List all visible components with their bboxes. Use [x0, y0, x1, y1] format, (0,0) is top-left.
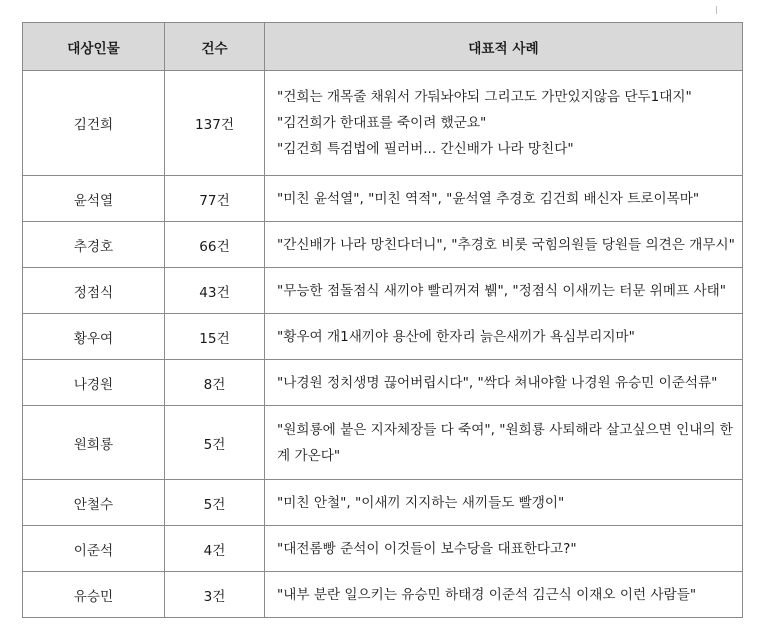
person-name: 추경호 [23, 222, 165, 268]
table-row [23, 176, 743, 222]
example-text: "미친 윤석열", "미친 역적", "윤석열 추경호 김건희 배신자 트로이목마" [277, 190, 700, 207]
table-row [23, 71, 743, 176]
case-count: 4건 [165, 526, 265, 572]
case-count: 3건 [165, 572, 265, 618]
example-cell [265, 360, 743, 406]
example-cell [265, 526, 743, 572]
person-name: 윤석열 [23, 176, 165, 222]
table-row [23, 526, 743, 572]
case-count: 15건 [165, 314, 265, 360]
person-name: 안철수 [23, 480, 165, 526]
case-count: 43건 [165, 268, 265, 314]
case-count: 5건 [165, 480, 265, 526]
case-count: 5건 [165, 406, 265, 480]
corner-mark [716, 6, 717, 14]
example-cell [265, 314, 743, 360]
table-row [23, 314, 743, 360]
case-count: 77건 [165, 176, 265, 222]
example-text: "내부 분란 일으키는 유승민 하태경 이준석 김근식 이재오 이런 사람들" [277, 586, 697, 603]
person-name: 원희룡 [23, 406, 165, 480]
example-text: "미친 안철", "이새끼 지지하는 새끼들도 빨갱이" [277, 494, 565, 511]
example-cell [265, 406, 743, 480]
case-count: 66건 [165, 222, 265, 268]
table-row [23, 268, 743, 314]
example-cell [265, 480, 743, 526]
example-cell [265, 222, 743, 268]
example-text: "나경원 정치생명 끊어버립시다", "싹다 쳐내야할 나경원 유승민 이준석류" [277, 374, 718, 391]
person-name: 이준석 [23, 526, 165, 572]
example-text: "건희는 개목줄 채워서 가둬놔야되 그리고도 가만있지않음 단두1대지" [277, 89, 692, 105]
example-text: "김건희가 한대표를 죽이려 했군요" [277, 115, 487, 131]
person-name: 김건희 [23, 71, 165, 176]
table-row [23, 406, 743, 480]
case-count: 137건 [165, 71, 265, 176]
table-header-row [23, 23, 743, 71]
example-cell [265, 71, 743, 176]
example-text: "간신배가 나라 망친다더니", "추경호 비롯 국힘의원들 당원들 의견은 개무시" [277, 236, 735, 253]
example-text: "김건희 특검법에 필러버... 간신배가 나라 망친다" [277, 141, 574, 157]
case-count: 8건 [165, 360, 265, 406]
table-row [23, 222, 743, 268]
person-name: 유승민 [23, 572, 165, 618]
example-text: "원희룡에 붙은 지자체장들 다 죽여", "원희룡 사퇴해라 살고싶으면 인내의 한계 가온다" [277, 421, 733, 464]
person-name: 황우여 [23, 314, 165, 360]
example-text: "황우여 개1새끼야 용산에 한자리 늙은새끼가 욕심부리지마" [277, 328, 635, 345]
header-representative-examples: 대표적 사례 [265, 23, 743, 71]
example-cell [265, 176, 743, 222]
example-text: "무능한 점돌점식 새끼야 빨리꺼져 뷁", "정점식 이새끼는 터문 위메프 사태" [277, 282, 727, 299]
table-row [23, 360, 743, 406]
header-count: 건수 [165, 23, 265, 71]
table-row [23, 572, 743, 618]
person-name: 나경원 [23, 360, 165, 406]
example-cell [265, 268, 743, 314]
header-target-person: 대상인물 [23, 23, 165, 71]
example-text: "대전롬빵 준석이 이것들이 보수당을 대표한다고?" [277, 540, 577, 557]
person-name: 정점식 [23, 268, 165, 314]
example-cell [265, 572, 743, 618]
cases-table [22, 22, 743, 618]
table-row [23, 480, 743, 526]
